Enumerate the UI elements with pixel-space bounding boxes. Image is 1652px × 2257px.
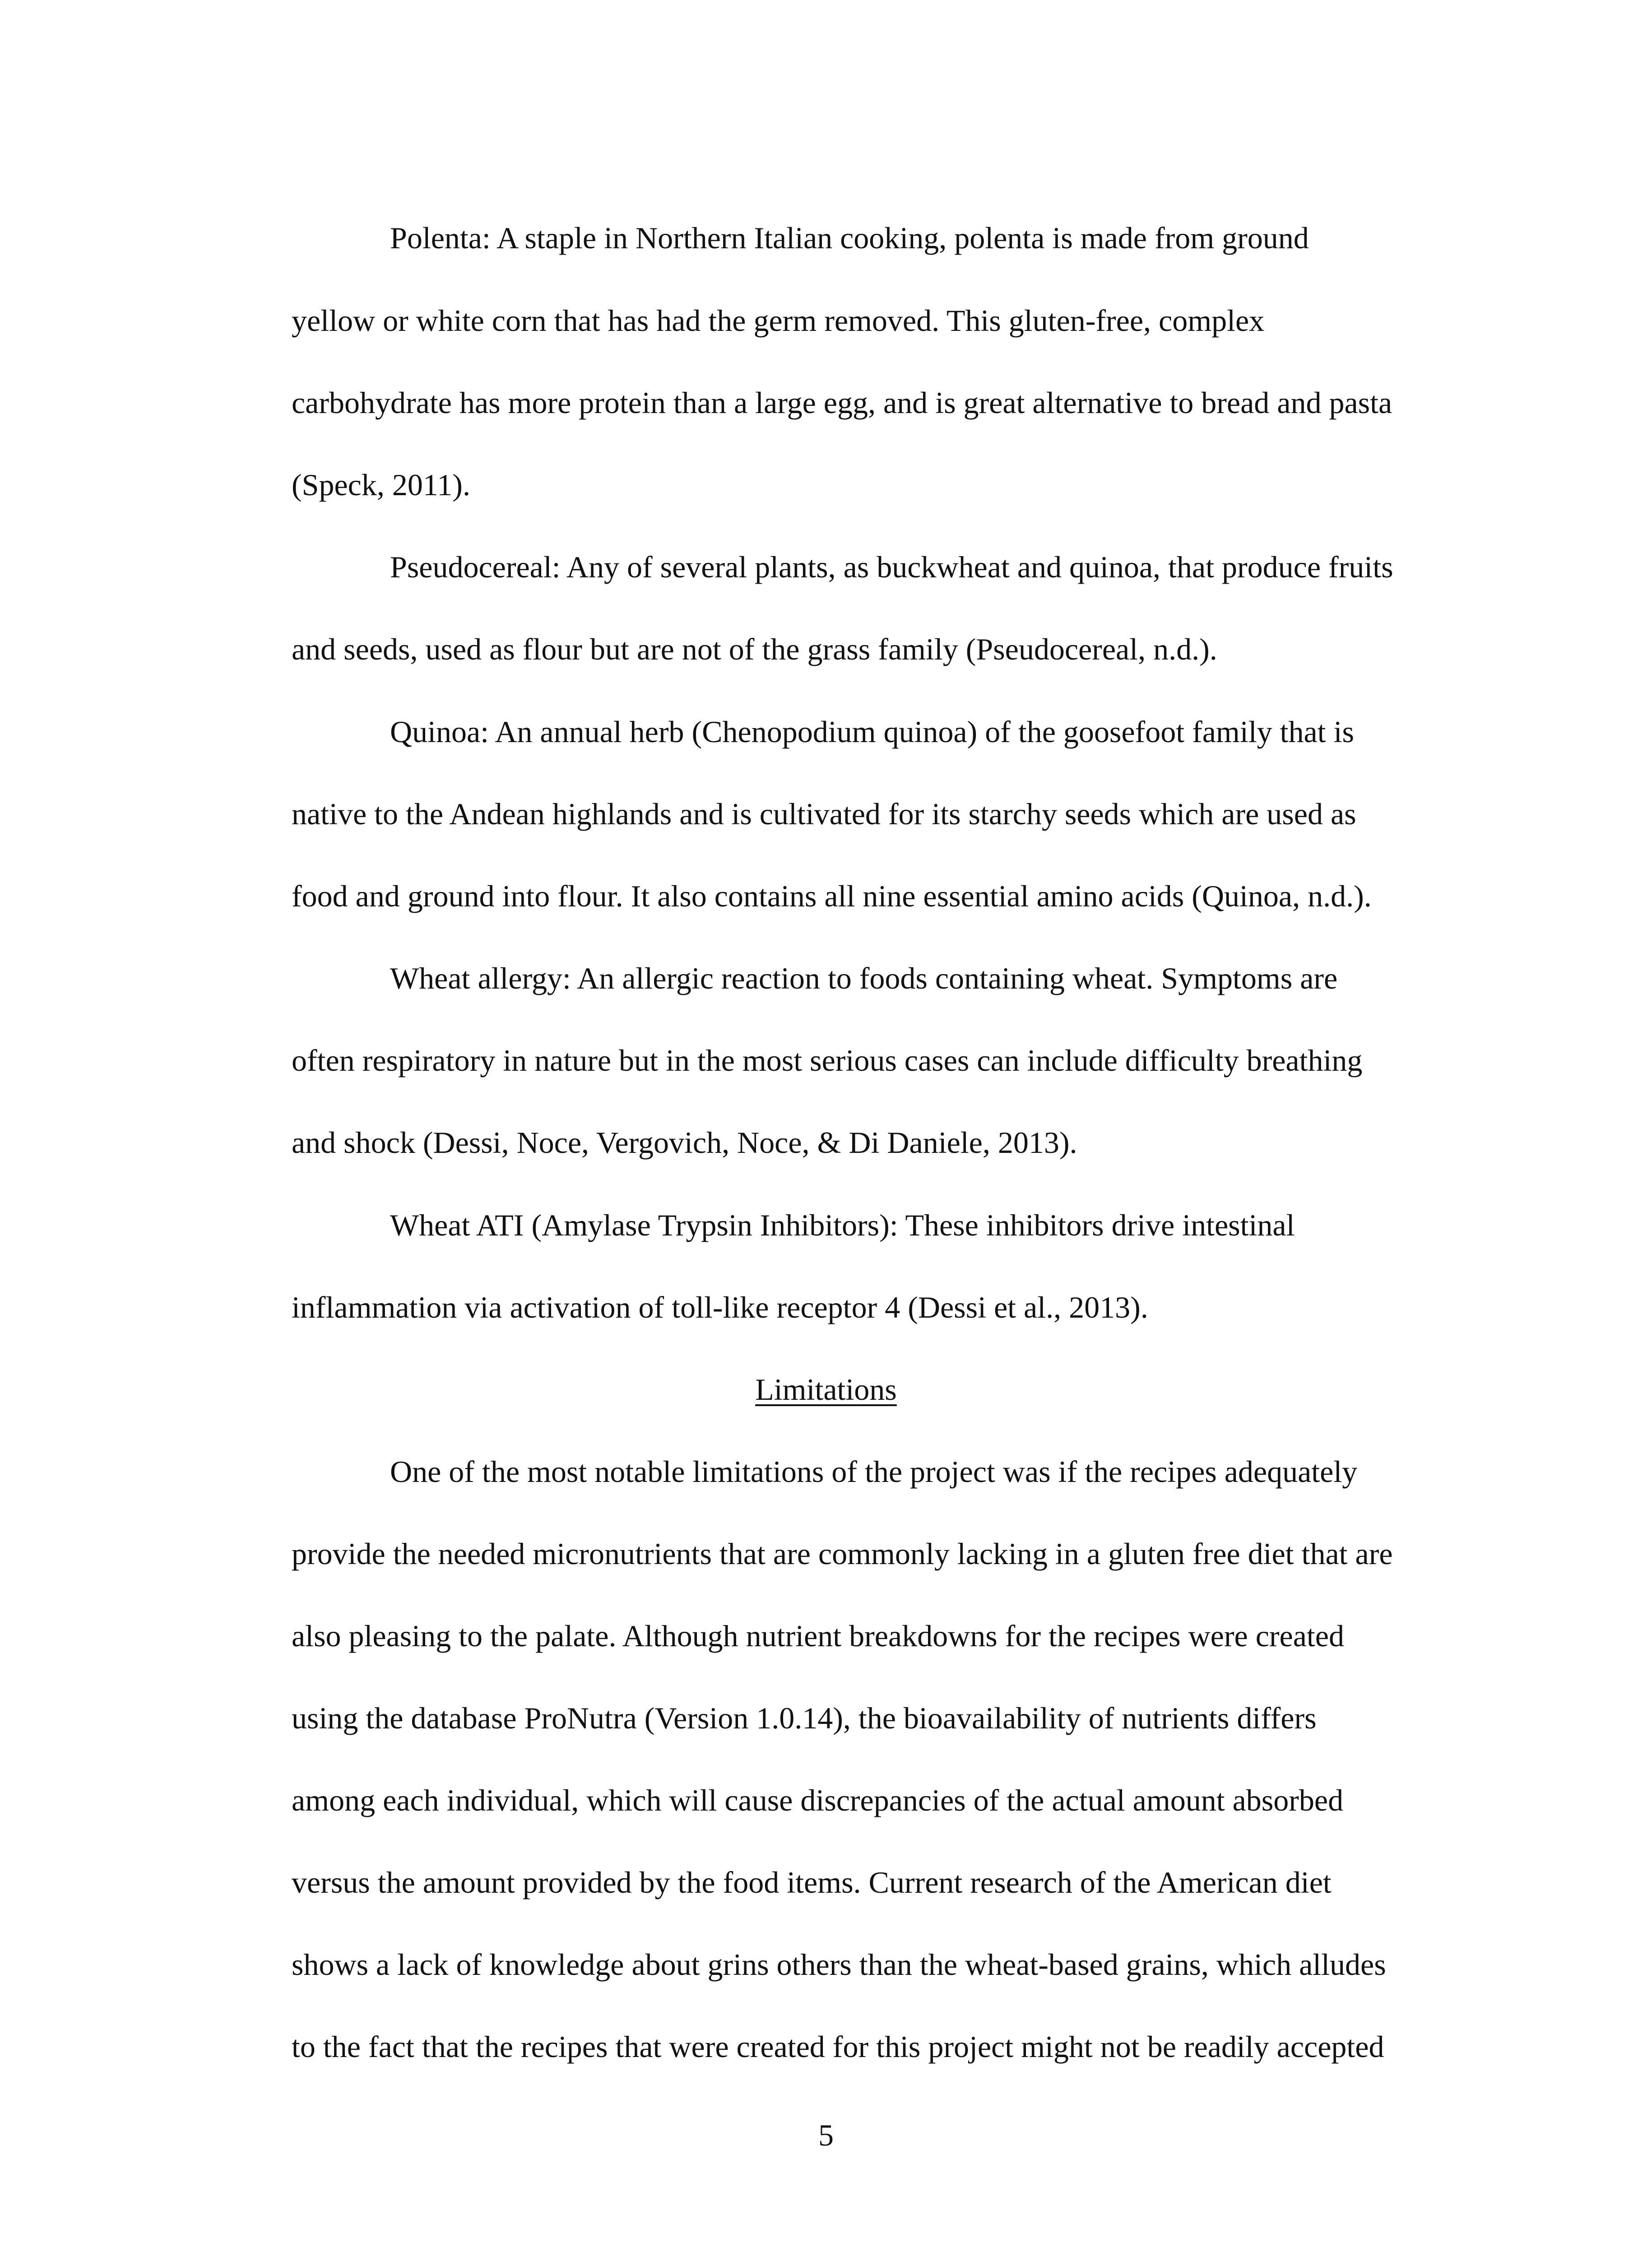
text-line: provide the needed micronutrients that are commonly lacking in a gluten free diet that are [292,1537,1393,1571]
text-line: among each individual, which will cause discrepancies of the actual amount absorbed [292,1783,1344,1817]
text-line: Polenta: A staple in Northern Italian cooking, polenta is made from ground [390,221,1309,255]
text-line: yellow or white corn that has had the germ removed. This gluten-free, complex [292,303,1265,338]
text-line: food and ground into flour. It also contains all nine essential amino acids (Quinoa, n.d.). [292,879,1372,913]
text-line: Wheat ATI (Amylase Trypsin Inhibitors): These inhibitors drive intestinal [390,1208,1295,1242]
text-line: native to the Andean highlands and is cultivated for its starchy seeds which are used as [292,797,1356,831]
text-line: versus the amount provided by the food items. Current research of the American diet [292,1865,1332,1899]
text-line: One of the most notable limitations of the project was if the recipes adequately [390,1454,1358,1489]
text-line: inflammation via activation of toll-like receptor 4 (Dessi et al., 2013). [292,1290,1148,1324]
section-heading-text: Limitations [755,1372,897,1407]
text-line: also pleasing to the palate. Although nutrient breakdowns for the recipes were created [292,1619,1344,1653]
text-line: and shock (Dessi, Noce, Vergovich, Noce, & Di Daniele, 2013). [292,1125,1077,1160]
text-line: Pseudocereal: Any of several plants, as buckwheat and quinoa, that produce fruits [390,550,1393,584]
text-line: (Speck, 2011). [292,468,470,502]
text-line: to the fact that the recipes that were created for this project might not be readily accepted [292,2029,1384,2064]
section-heading [0,1371,1652,1407]
text-line: and seeds, used as flour but are not of the grass family (Pseudocereal, n.d.). [292,632,1217,666]
text-line: using the database ProNutra (Version 1.0.14), the bioavailability of nutrients differs [292,1701,1317,1735]
text-line: shows a lack of knowledge about grins others than the wheat-based grains, which alludes [292,1947,1386,1982]
text-line: carbohydrate has more protein than a large egg, and is great alternative to bread and pasta [292,385,1392,420]
page-number: 5 [818,2118,834,2152]
text-line: often respiratory in nature but in the most serious cases can include difficulty breathing [292,1043,1363,1077]
text-line: Quinoa: An annual herb (Chenopodium quinoa) of the goosefoot family that is [390,715,1354,749]
text-line: Wheat allergy: An allergic reaction to foods containing wheat. Symptoms are [390,961,1338,995]
